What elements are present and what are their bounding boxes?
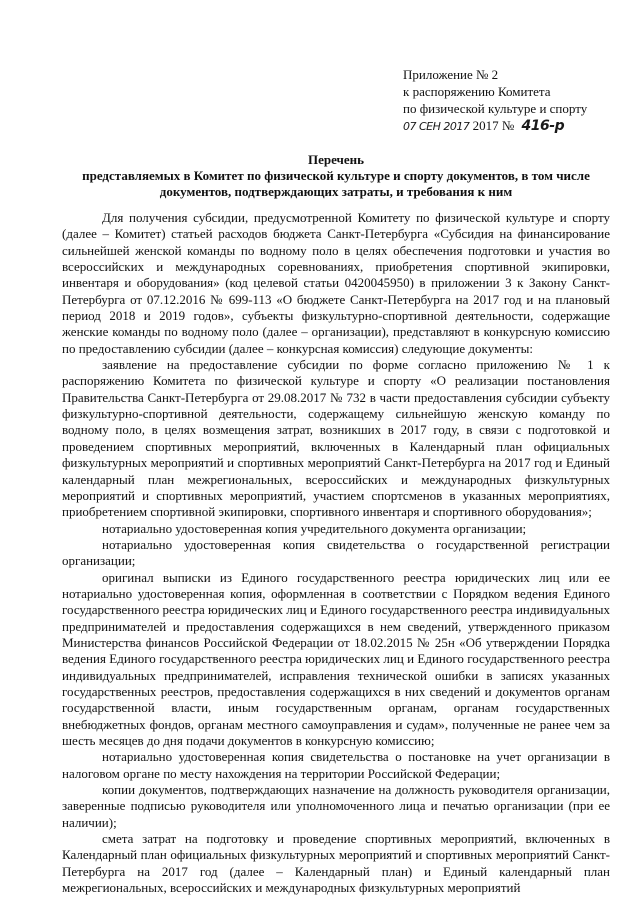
list-item: нотариально удостоверенная копия свидетельства о государственной регистрации организации; [62, 536, 610, 569]
document-title [62, 152, 610, 200]
title-line: представляемых в Комитет по физической культуре и спорту документов, в том числе [82, 168, 590, 183]
appendix-order-ref: к распоряжению Комитета [403, 84, 551, 99]
list-item: заявление на предоставление субсидии по форме согласно приложению № 1 к распоряжению Комитета по физической культуре и спорту «О реализации постановления Правительства Санкт-Петербурга от 29.08.2017 № 732 в части предоставления субсидии субъекту физкультурно-спортивной деятельности, содержащему сильнейшую женскую команду по водному поло, в целях возмещения затрат, возникших в 2017 году, в связи с подготовкой и проведением спортивных мероприятий, включенных в Календарный план официальных физкультурных мероприятий и спортивных мероприятий Санкт-Петербурга на 2017 год и Единый календарный план межрегиональных, всероссийских и международных физкультурных мероприятий и спортивных мероприятий, участием спортсменов в указанных мероприятиях, приобретением спортивной экипировки, спортивного инвентаря и спортивного оборудования»; [62, 357, 610, 520]
appendix-number: Приложение № 2 [403, 67, 499, 82]
handwritten-date: 07 СЕН 2017 [403, 120, 470, 133]
appendix-date-line [403, 117, 603, 135]
list-item: нотариально удостоверенная копия свидетельства о постановке на учет организации в налоговом органе по месту нахождения на территории Российской Федерации; [62, 749, 610, 781]
list-item: копии документов, подтверждающих назначение на должность руководителя организации, заверенные подписью руководителя или уполномоченного лица и печатью организации (при ее наличии); [62, 782, 610, 830]
intro-paragraph: Для получения субсидии, предусмотренной Комитету по физической культуре и спорту (далее – Комитет) статьей расходов бюджета Санкт-Петербурга «Субсидия на финансирование сильнейшей женской команды по водному поло в целях обеспечения подготовки и участия во всероссийских и международных соревнованиях, приобретения спортивной экипировки, инвентаря и оборудования» (код целевой статьи 0420045950) в приложении 3 к Закону Санкт-Петербурга от 07.12.2016 № 699-113 «О бюджете Санкт-Петербурга на 2017 год и на плановый период 2018 и 2019 годов», субъекты физкультурно-спортивной деятельности, содержащие женские команды по водному поло (далее – организации), представляют в конкурсную комиссию по предоставлению субсидии (далее – конкурсная комиссия) следующие документы: [62, 210, 610, 356]
list-item: смета затрат на подготовку и проведение спортивных мероприятий, включенных в Календарный план официальных физкультурных мероприятий и спортивных мероприятий Санкт-Петербурга на 2017 год (далее – Календарный план) и Единый календарный план межрегиональных, всероссийских и международных физкультурных мероприятий [62, 831, 610, 896]
handwritten-number: 416-р [521, 118, 565, 134]
list-item: оригинал выписки из Единого государственного реестра юридических лиц или ее нотариально удостоверенная копия, оформленная в соответствии с Порядком ведения Единого государственного реестра юридических лиц и Единого государственного реестра индивидуальных предпринимателей и предоставления содержащихся в нем сведений, утвержденного приказом Министерства финансов Российской Федерации от 18.02.2015 № 25н «Об утверждении Порядка ведения Единого государственного реестра юридических лиц и Единого государственного реестра индивидуальных предпринимателей, исправления технической ошибки в записях указанных государственных реестров, предоставления содержащихся в них сведений и документов органам государственной власти, иным государственным органам, органам государственных внебюджетных фондов, органам местного самоуправления и судам», полученные не ранее чем за шесть месяцев до дня подачи документов в конкурсную комиссию; [62, 569, 610, 748]
appendix-committee: по физической культуре и спорту [403, 101, 588, 116]
list-item: нотариально удостоверенная копия учредительного документа организации; [102, 520, 527, 536]
title-line: документов, подтверждающих затраты, и требования к ним [159, 184, 513, 199]
document-body [62, 210, 610, 896]
appendix-year-text: 2017 № [472, 118, 515, 133]
appendix-header [403, 66, 603, 135]
title-line: Перечень [307, 152, 365, 167]
